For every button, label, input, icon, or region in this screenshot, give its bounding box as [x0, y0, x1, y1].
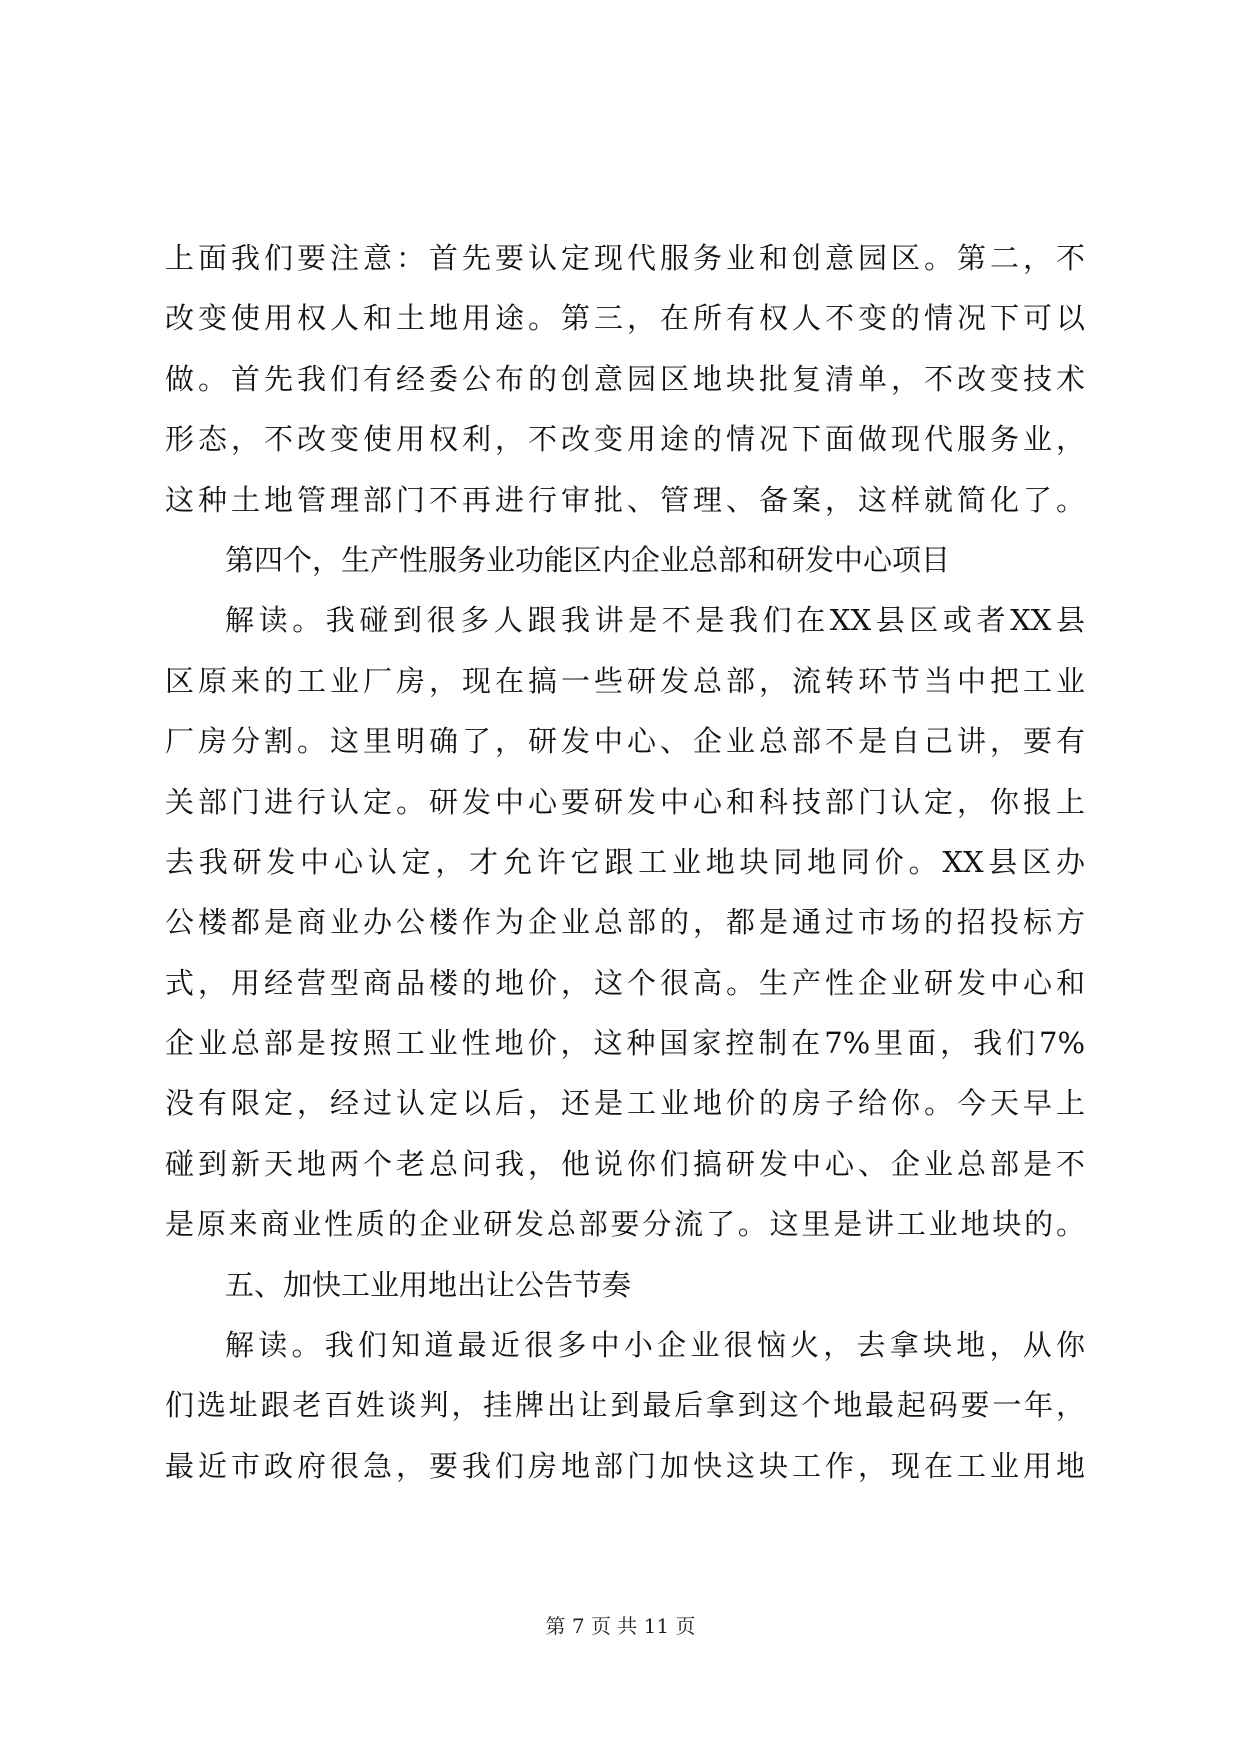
text-line: 公楼都是商业办公楼作为企业总部的，都是通过市场的招投标方 [165, 905, 1085, 940]
document-body [165, 228, 1085, 1496]
text-line: 上面我们要注意：首先要认定现代服务业和创意园区。第二，不 [165, 241, 1085, 275]
text-line: 关部门进行认定。研发中心要研发中心和科技部门认定，你报上 [165, 784, 1085, 819]
text-line: 企业总部是按照工业性地价，这种国家控制在7%里面，我们7% [165, 1026, 1085, 1061]
text-line: 是原来商业性质的企业研发总部要分流了。这里是讲工业地块的。 [165, 1207, 1085, 1242]
text-line: 最近市政府很急，要我们房地部门加快这块工作，现在工业用地 [165, 1448, 1085, 1483]
text-line: 解读。我碰到很多人跟我讲是不是我们在XX县区或者XX县 [225, 603, 1085, 638]
text-line: 们选址跟老百姓谈判，挂牌出让到最后拿到这个地最起码要一年， [165, 1388, 1085, 1423]
text-line: 五、加快工业用地出让公告节奏 [225, 1267, 632, 1302]
text-line: 这种土地管理部门不再进行审批、管理、备案，这样就简化了。 [165, 482, 1085, 517]
text-line: 改变使用权人和土地用途。第三，在所有权人不变的情况下可以 [165, 301, 1085, 336]
text-line: 第四个，生产性服务业功能区内企业总部和研发中心项目 [225, 542, 951, 577]
page-footer: 第 7 页 共 11 页 [545, 1614, 696, 1638]
text-line: 没有限定，经过认定以后，还是工业地价的房子给你。今天早上 [165, 1086, 1085, 1121]
text-line: 式，用经营型商品楼的地价，这个很高。生产性企业研发中心和 [165, 965, 1085, 1000]
text-line: 厂房分割。这里明确了，研发中心、企业总部不是自己讲，要有 [165, 724, 1085, 759]
text-line: 去我研发中心认定，才允许它跟工业地块同地同价。XX县区办 [165, 844, 1085, 879]
text-line: 解读。我们知道最近很多中小企业很恼火，去拿块地，从你 [225, 1328, 1085, 1363]
text-line: 碰到新天地两个老总问我，他说你们搞研发中心、企业总部是不 [165, 1146, 1085, 1181]
text-line: 形态，不改变使用权利，不改变用途的情况下面做现代服务业， [165, 422, 1085, 457]
text-line: 做。首先我们有经委公布的创意园区地块批复清单，不改变技术 [165, 361, 1085, 396]
text-line: 区原来的工业厂房，现在搞一些研发总部，流转环节当中把工业 [165, 663, 1085, 698]
